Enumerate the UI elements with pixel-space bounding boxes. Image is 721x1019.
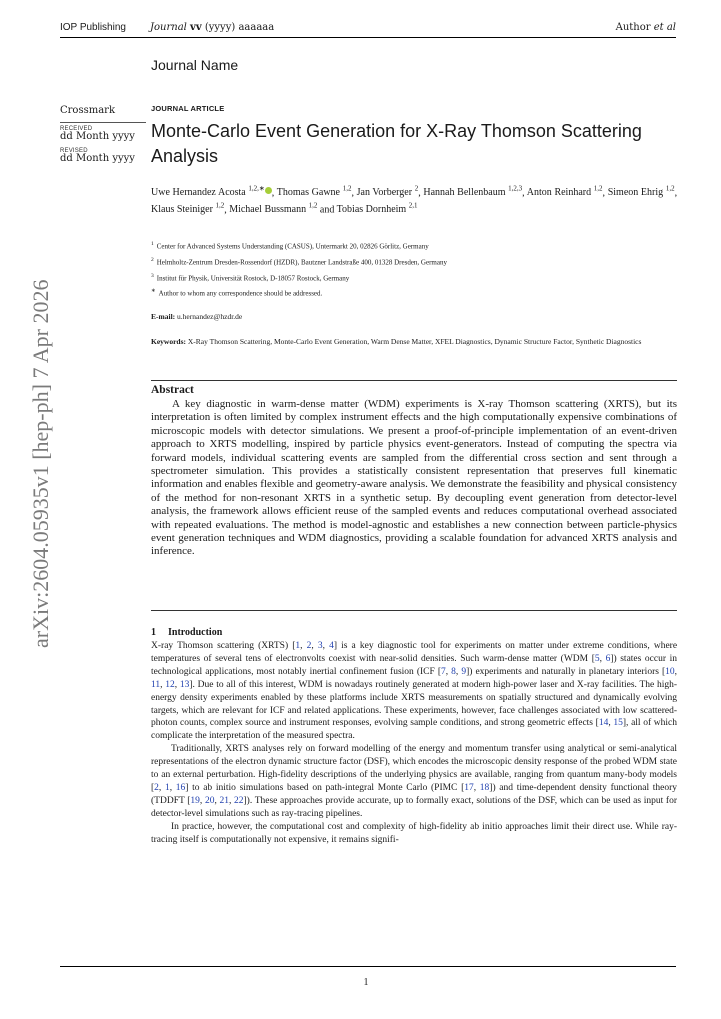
citation-link[interactable]: 12 <box>165 679 175 690</box>
affiliation-marker: 3 <box>151 272 154 279</box>
author-name: Tobias Dornheim <box>336 204 407 216</box>
body-text-run: , <box>158 782 165 793</box>
body-text <box>151 640 677 847</box>
body-text-run: , <box>599 653 606 664</box>
author-affil-sup: 1,2,3 <box>508 185 523 193</box>
citation-link[interactable]: 17 <box>464 782 474 793</box>
author-name: Hannah Bellenbaum <box>423 187 506 199</box>
citation-link[interactable]: 2 <box>306 641 312 651</box>
body-text-run: , <box>214 795 220 806</box>
sidebar <box>60 105 146 164</box>
body-text-run: Traditionally, XRTS analyses rely on forward modelling of the energy and momentum transfer using analytical or semi-analytical representations of the electron dynamic structure factor (DSF), which encodes the microscopic density response of the probed WDM state to an external perturbation. High-fidelity descriptions of the underlying physics are available, ranging from quantum many-body models [ <box>151 744 677 793</box>
citation-link[interactable]: 8 <box>451 666 456 677</box>
title-line-1: Monte-Carlo Event Generation for X-Ray Thomson Scattering <box>151 121 642 141</box>
body-text-run: ], all of which complicate the interpretation of the measured spectra. <box>151 718 678 742</box>
received-label: RECEIVED <box>60 126 93 132</box>
section-heading <box>151 627 222 638</box>
citation-link[interactable]: 20 <box>204 795 215 806</box>
paper-title <box>151 119 681 169</box>
author-name: Klaus Steiniger <box>151 204 213 216</box>
email-line <box>151 312 242 321</box>
email-label: E-mail: <box>151 312 176 321</box>
body-paragraph <box>151 640 677 743</box>
body-text-run: , <box>300 641 307 651</box>
abstract-rule-top <box>151 380 677 381</box>
keywords-text: X-Ray Thomson Scattering, Monte-Carlo Event Generation, Warm Dense Matter, XFEL Diagnostics, Dynamic Structure Factor, Synthetic Diagnostics <box>187 337 642 346</box>
arxiv-stamp-text: arXiv:2604.05935v1 [hep-ph] 7 Apr 2026 <box>28 279 53 648</box>
author <box>527 187 603 198</box>
citation-link[interactable]: 5 <box>594 653 600 664</box>
body-text-run: , <box>199 795 205 806</box>
affiliation-list <box>151 238 677 301</box>
body-paragraph <box>151 821 677 847</box>
body-text-run: , <box>455 666 462 677</box>
affiliation <box>151 238 677 254</box>
footer-divider <box>60 966 676 967</box>
citation-link[interactable]: 19 <box>190 795 200 806</box>
author-affil-sup: 1,2 <box>215 201 225 210</box>
citation-link[interactable]: 22 <box>234 795 244 806</box>
citation-link[interactable]: 7 <box>440 666 446 677</box>
title-line-2: Analysis <box>151 146 219 166</box>
citation-link[interactable]: 11 <box>151 679 161 690</box>
body-text-run: In practice, however, the computational cost and complexity of high-fidelity ab initio approaches limit their direct use. While ray-tracing itself is computationally not expensive, it remains signifi- <box>151 821 677 845</box>
author-affil-sup: 1,2 <box>308 201 318 210</box>
citation-link[interactable]: 3 <box>317 641 323 651</box>
keywords <box>151 335 677 348</box>
body-text-run: , <box>608 718 614 729</box>
body-text-run: , <box>322 641 330 651</box>
affiliation-marker: 2 <box>151 256 154 263</box>
running-author-name: Author <box>615 22 651 33</box>
received-date: dd Month yyyy <box>60 131 135 142</box>
abstract-rule-bottom <box>151 610 677 611</box>
affiliation <box>151 270 677 286</box>
author-name: Michael Bussmann <box>229 204 307 216</box>
body-text-run: , <box>169 782 176 793</box>
publisher-name: IOP Publishing <box>60 22 126 33</box>
body-paragraph <box>151 743 677 820</box>
body-text-run: ] to ab initio simulations based on path-integral Monte Carlo (PIMC [ <box>185 782 465 793</box>
author <box>608 187 675 198</box>
email-address[interactable]: u.hernandez@hzdr.de <box>177 312 243 321</box>
citation-link[interactable]: 6 <box>605 653 611 664</box>
journal-suffix: (yyyy) aaaaaa <box>204 22 275 33</box>
running-author <box>616 22 676 33</box>
abstract-heading: Abstract <box>151 384 194 396</box>
author-affil-sup: 1,2 <box>342 185 352 193</box>
abstract-text: A key diagnostic in warm-dense matter (WDM) experiments is X-ray Thomson scattering (XRTS), but its interpretation is often limited by complex instrument effects and the high computationally expensive combinations of microscopic models with detector simulations. We present a proof-of-principle implementation of an event-driven approach to XRTS modelling, inspired by particle physics event-generators. Instead of computing the spectra via forward models, individual scattering events are sampled from the differential cross section and sent through a spectrometer simulation. This provides a statistically consistent representation that preserves full kinematic information and enables flexible and geometry-aware analysis. We demonstrate the feasibility and physical consistency of the method for non-resonant XRTS in a synthetic setup. By decoupling event generation from detector-level analysis, the framework allows efficient reuse of the sampled events and reduces computational overhead associated with repeated evaluations. The method is model-agnostic and establishes a new connection between particle-physics event generation techniques and WDM diagnostics, providing a scalable foundation for advanced XRTS analysis and inference. <box>151 398 677 558</box>
page-number: 1 <box>363 977 369 988</box>
citation-link[interactable]: 9 <box>461 666 467 677</box>
author <box>423 187 522 198</box>
body-text-run: , <box>473 782 480 793</box>
citation-link[interactable]: 21 <box>219 795 229 806</box>
orcid-icon[interactable] <box>265 187 272 194</box>
author-name: Uwe Hernandez Acosta <box>151 187 246 199</box>
running-author-etal: et al <box>653 22 676 33</box>
author <box>357 187 419 198</box>
article-type: JOURNAL ARTICLE <box>151 104 225 113</box>
header-divider <box>60 37 676 38</box>
journal-citation <box>150 22 274 33</box>
author-name: Jan Vorberger <box>356 187 413 199</box>
affiliation-text: Helmholtz-Zentrum Dresden-Rossendorf (HZDR), Bautzner Landstraße 400, 01328 Dresden, Germany <box>156 258 447 267</box>
citation-link[interactable]: 2 <box>154 782 159 793</box>
citation-link[interactable]: 1 <box>295 641 301 651</box>
author-name: Anton Reinhard <box>526 187 592 199</box>
body-text-run: X-ray Thomson scattering (XRTS) [ <box>151 641 296 651</box>
affiliation-marker: 1 <box>151 241 154 247</box>
author-affil-sup: 2,1 <box>408 201 418 210</box>
author-name: Simeon Ehrig <box>607 187 664 199</box>
citation-link[interactable]: 15 <box>613 718 623 729</box>
citation-link[interactable]: 16 <box>175 782 186 793</box>
author-affil-sup: 1,2 <box>593 185 603 193</box>
body-text-run: , <box>445 666 452 677</box>
crossmark-link[interactable]: Crossmark <box>60 105 115 116</box>
body-text-run: ] is a key diagnostic tool for experiments on matter under extreme conditions, where temperatures of several tens of electronvolts coexist with near-solid densities. Such warm-dense matter (WDM [ <box>151 641 678 664</box>
section-title: Introduction <box>168 627 223 638</box>
body-text-run: ]) and time-dependent density functional theory (TDDFT [ <box>151 782 678 806</box>
body-text-run: , <box>174 679 180 690</box>
citation-link[interactable]: 1 <box>164 782 170 793</box>
affiliation <box>151 254 677 270</box>
body-text-run: , <box>160 679 166 690</box>
author <box>336 201 418 216</box>
body-text-run: ]). These approaches provide accurate, up to formally exact, solutions of the DSF, which can be used as input for detector-level simulations such as ray-tracing pipelines. <box>151 795 678 819</box>
citation-link[interactable]: 14 <box>598 718 609 729</box>
citation-link[interactable]: 13 <box>179 679 190 690</box>
author <box>277 187 352 198</box>
author <box>151 187 272 198</box>
citation-link[interactable]: 4 <box>329 641 334 651</box>
author-name: Thomas Gawne <box>276 187 341 199</box>
journal-name: Journal Name <box>151 57 239 73</box>
affiliation-text: Author to whom any correspondence should be addressed. <box>158 289 323 298</box>
author-affil-sup: 1,2,∗ <box>248 185 265 193</box>
body-text-run: , <box>311 641 318 651</box>
arxiv-stamp <box>28 279 54 650</box>
sidebar-divider <box>60 122 146 123</box>
body-text-run: ]) experiments and naturally in planetary interiors [ <box>466 666 666 677</box>
body-text-run: ]. Due to all of this interest, WDM is nowadays routinely generated at modern high-power laser and X-ray facilities. The high-energy density experiments enabled by these platforms include XRTS measurements on spatially structured and dynamically evolving targets, which are relevant for ICF and related applications. These experiments, however, face challenges associated with low scattered-photon counts, complex source and instrument responses, evolving sample conditions, and strong geometric effects [ <box>151 679 678 729</box>
body-text-run: ]) states occur in technological applications, most notably inertial confinement fusion (ICF [ <box>151 653 678 677</box>
keywords-label: Keywords: <box>151 337 186 346</box>
section-number: 1 <box>151 627 156 638</box>
body-text-run: , <box>228 795 235 806</box>
revised-date: dd Month yyyy <box>60 153 135 164</box>
body-text-run: , <box>674 666 678 677</box>
citation-link[interactable]: 10 <box>665 666 675 677</box>
journal-volume: vv <box>190 22 202 33</box>
revised-label: REVISED <box>60 148 88 154</box>
author-affil-sup: 1,2 <box>665 185 675 193</box>
author-affil-sup: 2 <box>414 185 419 193</box>
author-list: Uwe Hernandez Acosta $^{1,2,∗}$ , Thomas Gawne $^{1,2}$, Jan Vorberger $^2$, Hannah Bellenbaum $^{1,2,3}$, Anton Reinhard $^{1,2}$, Simeon Ehrig $^{1,2}$, Klaus Steiniger $^{1,2}$, Michael Bussmann $^{1,2}$ and Tobias Dornheim $^{2,1}$ <box>151 185 678 216</box>
author <box>151 201 225 216</box>
affiliation <box>151 285 677 301</box>
affiliation-marker: ∗ <box>151 288 156 295</box>
affiliation-text: Institut für Physik, Universität Rostock, D-18057 Rostock, Germany <box>156 273 350 282</box>
citation-link[interactable]: 18 <box>479 782 490 793</box>
affiliation-text: Center for Advanced Systems Understanding (CASUS), Untermarkt 20, 02826 Görlitz, Germany <box>156 242 429 251</box>
journal-prefix: Journal <box>150 22 187 33</box>
author <box>229 201 318 216</box>
